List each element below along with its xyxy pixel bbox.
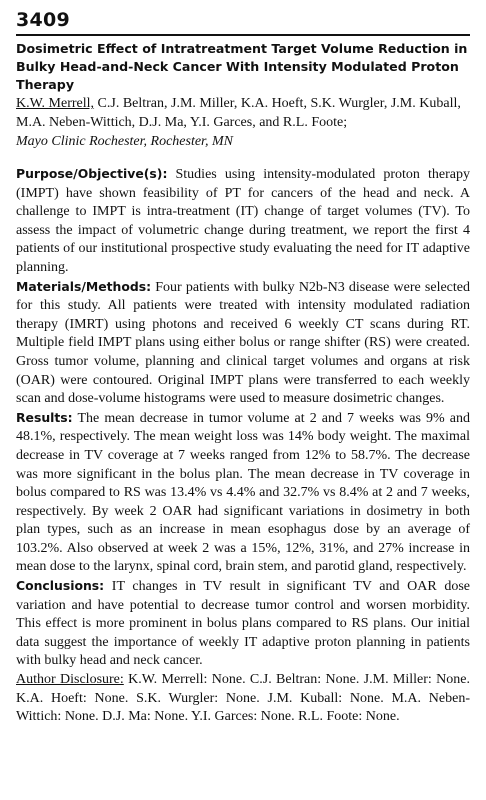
header-rule bbox=[16, 34, 470, 36]
results-heading: Results: bbox=[16, 409, 73, 425]
purpose-heading: Purpose/Objective(s): bbox=[16, 166, 168, 181]
abstract-number: 3409 bbox=[16, 9, 71, 31]
affiliation: Mayo Clinic Rochester, Rochester, MN bbox=[16, 134, 233, 149]
disclosure-label: Author Disclosure: bbox=[16, 672, 124, 688]
abstract-body bbox=[16, 165, 470, 727]
first-author: K.W. Merrell, bbox=[16, 96, 95, 111]
abstract-title: Dosimetric Effect of Intratreatment Target Volume Reduction in Bulky Head-and-Neck Cancer With Intensity Modulated Proton Therapy bbox=[16, 41, 468, 92]
disclosure-section bbox=[16, 671, 470, 727]
author-list bbox=[16, 94, 470, 132]
purpose-text: Studies using intensity-modulated proton therapy (IMPT) have shown feasibility of PT for cancers of the head and neck. A challenge to IMPT is intra-treatment (IT) change of target volumes (TV). To assess the impact of volumetric change during treatment, we report the first 4 patients of our institutional prospective study evaluating the need for IT adaptive planning. bbox=[16, 167, 470, 275]
conclusions-heading: Conclusions: bbox=[16, 578, 105, 594]
disclosure-text: K.W. Merrell: None. C.J. Beltran: None. J.M. Miller: None. K.A. Hoeft: None. S.K. Wurgler: None. J.M. Kuball: None. M.A. Neben-Wittich: None. D.J. Ma: None. Y.I. Garces: None. R.L. Foote: None. bbox=[16, 672, 470, 725]
methods-text: Four patients with bulky N2b-N3 disease were selected for this study. All patients were treated with intensity modulated radiation therapy (IMRT) using photons and received 6 weekly CT scans during RT. Multiple field IMPT plans using either bolus or range shifter (RS) were created. Gross tumor volume, planning and clinical target volumes and organs at risk (OAR) were contoured. Original IMPT plans were transferred to each weekly scan and dose-volume histograms were used to measure dosimetric changes. bbox=[16, 279, 470, 407]
conclusions-text: IT changes in TV result in significant TV and OAR dose variation and have potential to decrease tumor control and worsen morbidity. This effect is more prominent in bolus plans compared to RS plans. Our initial data suggest the importance of weekly IT adaptive proton planning in patients with bulky head and neck cancer. bbox=[16, 579, 470, 669]
conclusions-section bbox=[16, 577, 470, 671]
other-authors: C.J. Beltran, J.M. Miller, K.A. Hoeft, S.K. Wurgler, J.M. Kuball, M.A. Neben-Wittich, D.J. Ma, Y.I. Garces, and R.L. Foote; bbox=[16, 96, 461, 130]
results-section bbox=[16, 409, 470, 577]
purpose-section bbox=[16, 165, 470, 278]
methods-section bbox=[16, 278, 470, 409]
methods-heading: Materials/Methods: bbox=[16, 278, 152, 294]
results-text: The mean decrease in tumor volume at 2 and 7 weeks was 9% and 48.1%, respectively. The mean weight loss was 14% body weight. The maximal decrease in TV coverage at 7 weeks ranged from 12% to 58.7%. The decrease was more significant in the bolus plan. The mean decrease in TV coverage in bolus compared to RS was 13.4% vs 4.4% and 32.7% vs 8.4% at 2 and 7 weeks, respectively. By week 2 OAR had significant variations in dosimetry in both plan types, such as an increase in mean esophagus dose by an average of 103.2%. Also observed at week 2 was a 15%, 12%, 31%, and 27% increase in mean dose to the larynx, spinal cord, brain stem, and parotid gland, respectively. bbox=[16, 410, 470, 575]
